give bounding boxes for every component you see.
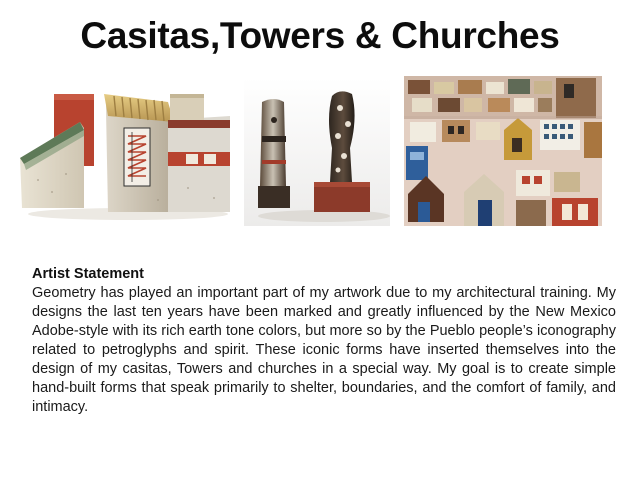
statement-body: Geometry has played an important part of my artwork due to my architectural training. My designs the last ten years have been marked and greatly influenced by the New Mexico Adobe-style with its rich earth tone colors, but more so by the Pueblo people’s iconography related to petroglyphs and spirit. These iconic forms have inserted themselves into the design of my casitas, Towers and churches in a special way. My goal is to create simple hand-built forms that speak primarily to shelter, boundaries, and the comfort of family, and intimacy.: [32, 285, 616, 415]
slide-title: Casitas,Towers & Churches: [80, 15, 560, 56]
towers-photo: [244, 78, 390, 226]
statement-heading: Artist Statement: [32, 266, 144, 282]
casitas-photo: [18, 80, 232, 222]
kiln-shelf-photo: [404, 76, 602, 226]
artist-statement: [32, 265, 616, 417]
